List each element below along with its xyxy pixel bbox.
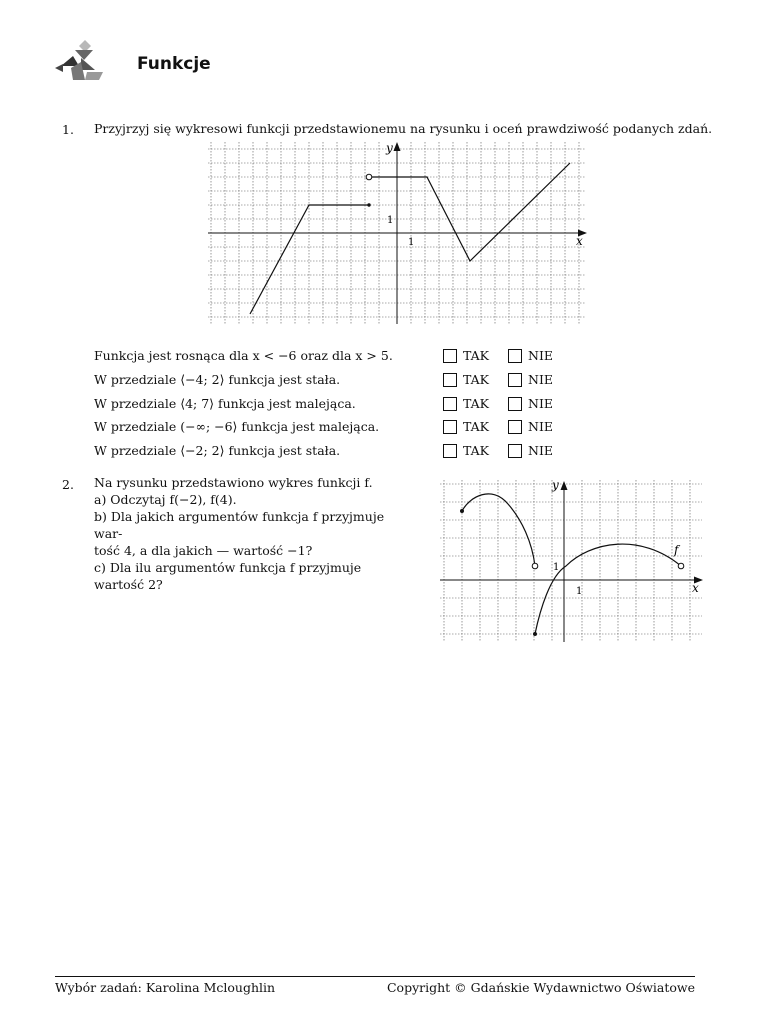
page-title: Funkcje — [137, 54, 211, 74]
nie-checkbox[interactable] — [508, 444, 522, 458]
statement-row — [94, 443, 564, 461]
nie-label: NIE — [528, 419, 553, 434]
q2-axes — [440, 486, 698, 642]
statement-text: W przedziale ⟨−4; 2⟩ funkcja jest stała. — [94, 372, 341, 387]
footer-rule — [55, 976, 695, 977]
q2-open-point-right — [678, 563, 684, 569]
footer-copyright: Copyright © Gdańskie Wydawnictwo Oświatowe — [386, 980, 695, 995]
tak-label: TAK — [463, 396, 490, 411]
tak-option[interactable] — [443, 372, 489, 387]
footer-author: Wybór zadań: Karolina Mcloughlin — [55, 980, 276, 995]
q2-line: a) Odczytaj f(−2), f(4). — [94, 492, 237, 507]
q1-number: 1. — [62, 122, 74, 137]
statement-row — [94, 396, 564, 414]
tak-option[interactable] — [443, 443, 489, 458]
tak-label: TAK — [463, 348, 490, 363]
q1-prompt: Przyjrzyj się wykresowi funkcji przedstawionemu na rysunku i oceń prawdziwość podanych zdań. — [94, 121, 713, 136]
nie-option[interactable] — [508, 443, 553, 458]
tak-label: TAK — [463, 419, 490, 434]
q2-f-label: f — [674, 543, 679, 557]
q1-y-arrow — [394, 142, 401, 151]
statement-row — [94, 348, 564, 366]
nie-checkbox[interactable] — [508, 373, 522, 387]
tak-label: TAK — [463, 443, 490, 458]
nie-option[interactable] — [508, 348, 553, 363]
nie-checkbox[interactable] — [508, 397, 522, 411]
q2-y-arrow — [561, 481, 568, 490]
q2-open-point-left — [532, 563, 538, 569]
q2-graph — [440, 480, 704, 642]
q2-number: 2. — [62, 477, 74, 492]
q1-y-label: y — [386, 142, 393, 155]
q2-x-tick: 1 — [576, 586, 583, 597]
nie-label: NIE — [528, 396, 553, 411]
q2-y-label: y — [552, 480, 559, 492]
tak-checkbox[interactable] — [443, 397, 457, 411]
q1-graph — [208, 142, 588, 324]
tak-label: TAK — [463, 372, 490, 387]
q2-line: Na rysunku przedstawiono wykres funkcji f. — [94, 475, 373, 490]
nie-label: NIE — [528, 372, 553, 387]
q1-function-line-right — [369, 163, 570, 261]
tak-option[interactable] — [443, 396, 489, 411]
statement-text: W przedziale ⟨4; 7⟩ funkcja jest malejąca. — [94, 396, 356, 411]
nie-option[interactable] — [508, 372, 553, 387]
tak-option[interactable] — [443, 419, 489, 434]
statement-row — [94, 419, 564, 437]
nie-checkbox[interactable] — [508, 349, 522, 363]
q1-x-tick: 1 — [408, 237, 415, 248]
q2-curve-left — [462, 494, 535, 566]
statement-row — [94, 372, 564, 390]
nie-checkbox[interactable] — [508, 420, 522, 434]
nie-label: NIE — [528, 443, 553, 458]
q1-closed-point — [367, 203, 370, 206]
tak-option[interactable] — [443, 348, 489, 363]
tangram-logo — [55, 40, 105, 82]
statement-text: Funkcja jest rosnąca dla x < −6 oraz dla x > 5. — [94, 348, 393, 363]
q2-line: tość 4, a dla jakich — wartość −1? — [94, 543, 313, 558]
q1-x-label: x — [576, 234, 583, 248]
tak-checkbox[interactable] — [443, 373, 457, 387]
q2-closed-point-left — [460, 509, 464, 513]
q2-y-tick: 1 — [553, 562, 560, 573]
q2-text — [94, 474, 406, 593]
nie-label: NIE — [528, 348, 553, 363]
tak-checkbox[interactable] — [443, 349, 457, 363]
q2-closed-point-bottom — [533, 632, 537, 636]
q1-open-point — [366, 174, 372, 180]
statement-text: W przedziale (−∞; −6⟩ funkcja jest malejąca. — [94, 419, 380, 434]
nie-option[interactable] — [508, 396, 553, 411]
nie-option[interactable] — [508, 419, 553, 434]
q2-line: c) Dla ilu argumentów funkcja f przyjmuje wartość 2? — [94, 560, 362, 592]
statement-text: W przedziale ⟨−2; 2⟩ funkcja jest stała. — [94, 443, 341, 458]
tak-checkbox[interactable] — [443, 444, 457, 458]
q2-curve-right — [535, 544, 681, 634]
q2-line: b) Dla jakich argumentów funkcja f przyjmuje war- — [94, 509, 385, 541]
tak-checkbox[interactable] — [443, 420, 457, 434]
q2-x-label: x — [692, 581, 699, 595]
q1-axes — [208, 146, 582, 324]
q1-y-tick: 1 — [387, 215, 394, 226]
